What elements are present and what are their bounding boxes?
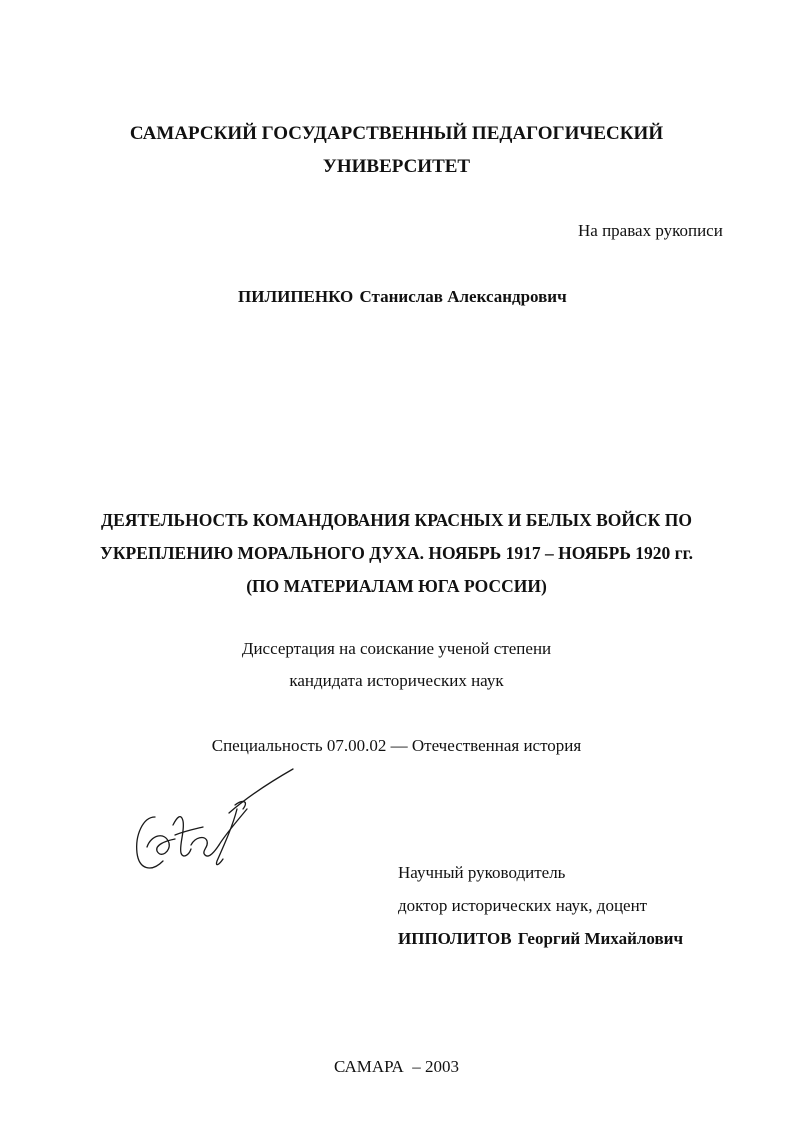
place-and-year: САМАРА – 2003: [334, 1057, 459, 1076]
manuscript-note: На правах рукописи: [578, 221, 723, 240]
author-surname: ПИЛИПЕНКО: [238, 287, 354, 306]
handwritten-signature-icon: [125, 765, 300, 880]
university-name-line1: САМАРСКИЙ ГОСУДАРСТВЕННЫЙ ПЕДАГОГИЧЕСКИЙ: [129, 123, 664, 144]
supervisor-credentials: доктор исторических наук, доцент: [398, 896, 648, 915]
specialty: Специальность 07.00.02 — Отечественная история: [211, 736, 582, 755]
supervisor-name: [398, 929, 683, 949]
supervisor-surname: ИППОЛИТОВ: [398, 929, 512, 948]
university-name-line2: УНИВЕРСИТЕТ: [322, 156, 471, 177]
degree-line2: кандидата исторических наук: [289, 671, 504, 690]
author-given-names: Станислав Александрович: [359, 287, 567, 306]
dissertation-title-line2: УКРЕПЛЕНИЮ МОРАЛЬНОГО ДУХА. НОЯБРЬ 1917 – НОЯБРЬ 1920 гг.: [100, 543, 693, 563]
author-name: [238, 287, 567, 307]
dissertation-title-line1: ДЕЯТЕЛЬНОСТЬ КОМАНДОВАНИЯ КРАСНЫХ И БЕЛЫХ ВОЙСК ПО: [101, 510, 692, 530]
supervisor-given-names: Георгий Михайлович: [517, 929, 684, 948]
supervisor-role: Научный руководитель: [398, 863, 566, 882]
dissertation-title-line3: (ПО МАТЕРИАЛАМ ЮГА РОССИИ): [246, 576, 547, 596]
degree-line1: Диссертация на соискание ученой степени: [241, 639, 552, 658]
